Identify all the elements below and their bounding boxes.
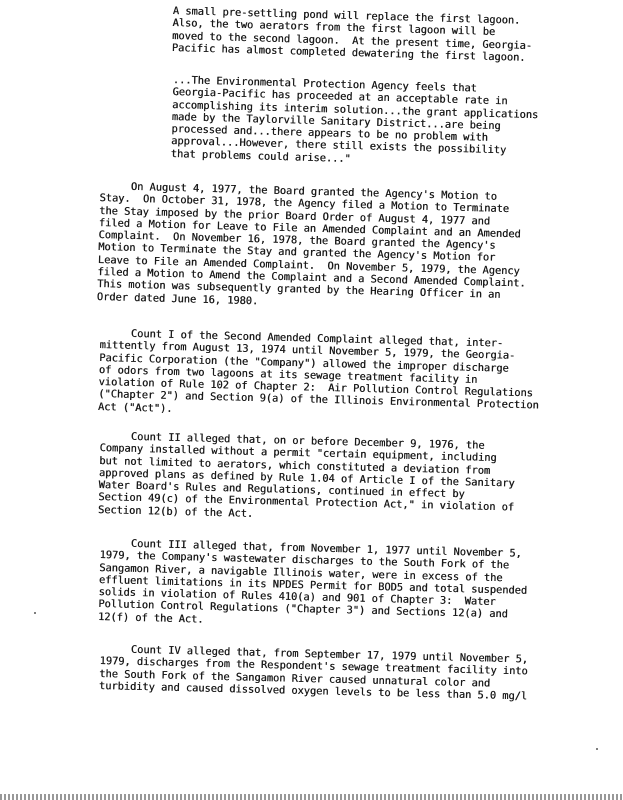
indented-quote-agency: ...The Environmental Protection Agency feels that Georgia-Pacific has proceeded at an acceptable rate in accomplishing its interim solution...the grant applications made by the Taylorville Sanitary District...are being processed and...there appears to be no problem with approval...However, there still exists the possibility that problems could arise...": [170, 74, 539, 165]
scan-bottom-edge: [0, 794, 623, 800]
paragraph-procedural-history: On August 4, 1977, the Board granted the Agency's Motion to Stay. On October 31, 1978, the Agency filed a Motion to Terminate the Stay imposed by the prior Board Order of August 4, 1977 and filed a Motion for Leave to File an Amended Complaint and an Amended Complaint. On November 16, 1978, the Board granted the Agency's Motion to Terminate the Stay and granted the Agency's Motion for Leave to File an Amended Complaint. On November 5, 1979, the Agency filed a Motion to Amend the Complaint and a Second Amended Complaint. This motion was subsequently granted by the Hearing Officer in an Order dated June 16, 1980.: [96, 180, 526, 307]
paragraph-count-two: Count II alleged that, on or before December 9, 1976, the Company installed without a permit "certain equipment, including but not limited to aerators, which constituted a deviation from approved plans as defined by Rule 1.04 of Article I of the Sanitary Water Board's Rules and Regulations, continued in effect by Section 49(c) of the Environmental Protection Act," in violation of Section 12(b) of the Act.: [97, 430, 515, 520]
paragraph-count-four: Count IV alleged that, from September 17, 1979 until November 5, 1979, discharges from the Respondent's sewage treatment facility into the South Fork of the Sangamon River caused unnatural color and turbidity and caused dissolved oxygen levels to be less than 5.0 mg/l: [98, 643, 529, 703]
indented-quote-pond: A small pre-settling pond will replace the first lagoon. Also, the two aerators from the first lagoon will be moved to the second lagoon. At the present time, Georgia- Pacific has almost completed dewatering the first lagoon.: [171, 5, 533, 64]
scan-speck: [596, 748, 598, 750]
paragraph-count-three: Count III alleged that, from November 1, 1977 until November 5, 1979, the Company's wastewater discharges to the South Fork of the Sangamon River, a navigable Illinois water, were in excess of the effluent limitations in its NPDES Permit for BOD5 and total suspended solids in violation of Rules 410(a) and 901 of Chapter 3: Water Pollution Control Regulations ("Chapter 3") and Sections 12(a) and 12(f) of the Act.: [97, 537, 528, 626]
paragraph-count-one: Count I of the Second Amended Complaint alleged that, inter- mittently from August 13, 1974 until November 5, 1979, the Georgia- Pacific Corporation (the "Company") allowed the improper discharge of odors from two lagoons at its sewage treatment facility in violation of Rule 102 of Chapter 2: Air Pollution Control Regulations ("Chapter 2") and Section 9(a) of the Illinois Environmental Protection Act ("Act").: [97, 327, 539, 415]
scan-speck: [34, 612, 36, 614]
